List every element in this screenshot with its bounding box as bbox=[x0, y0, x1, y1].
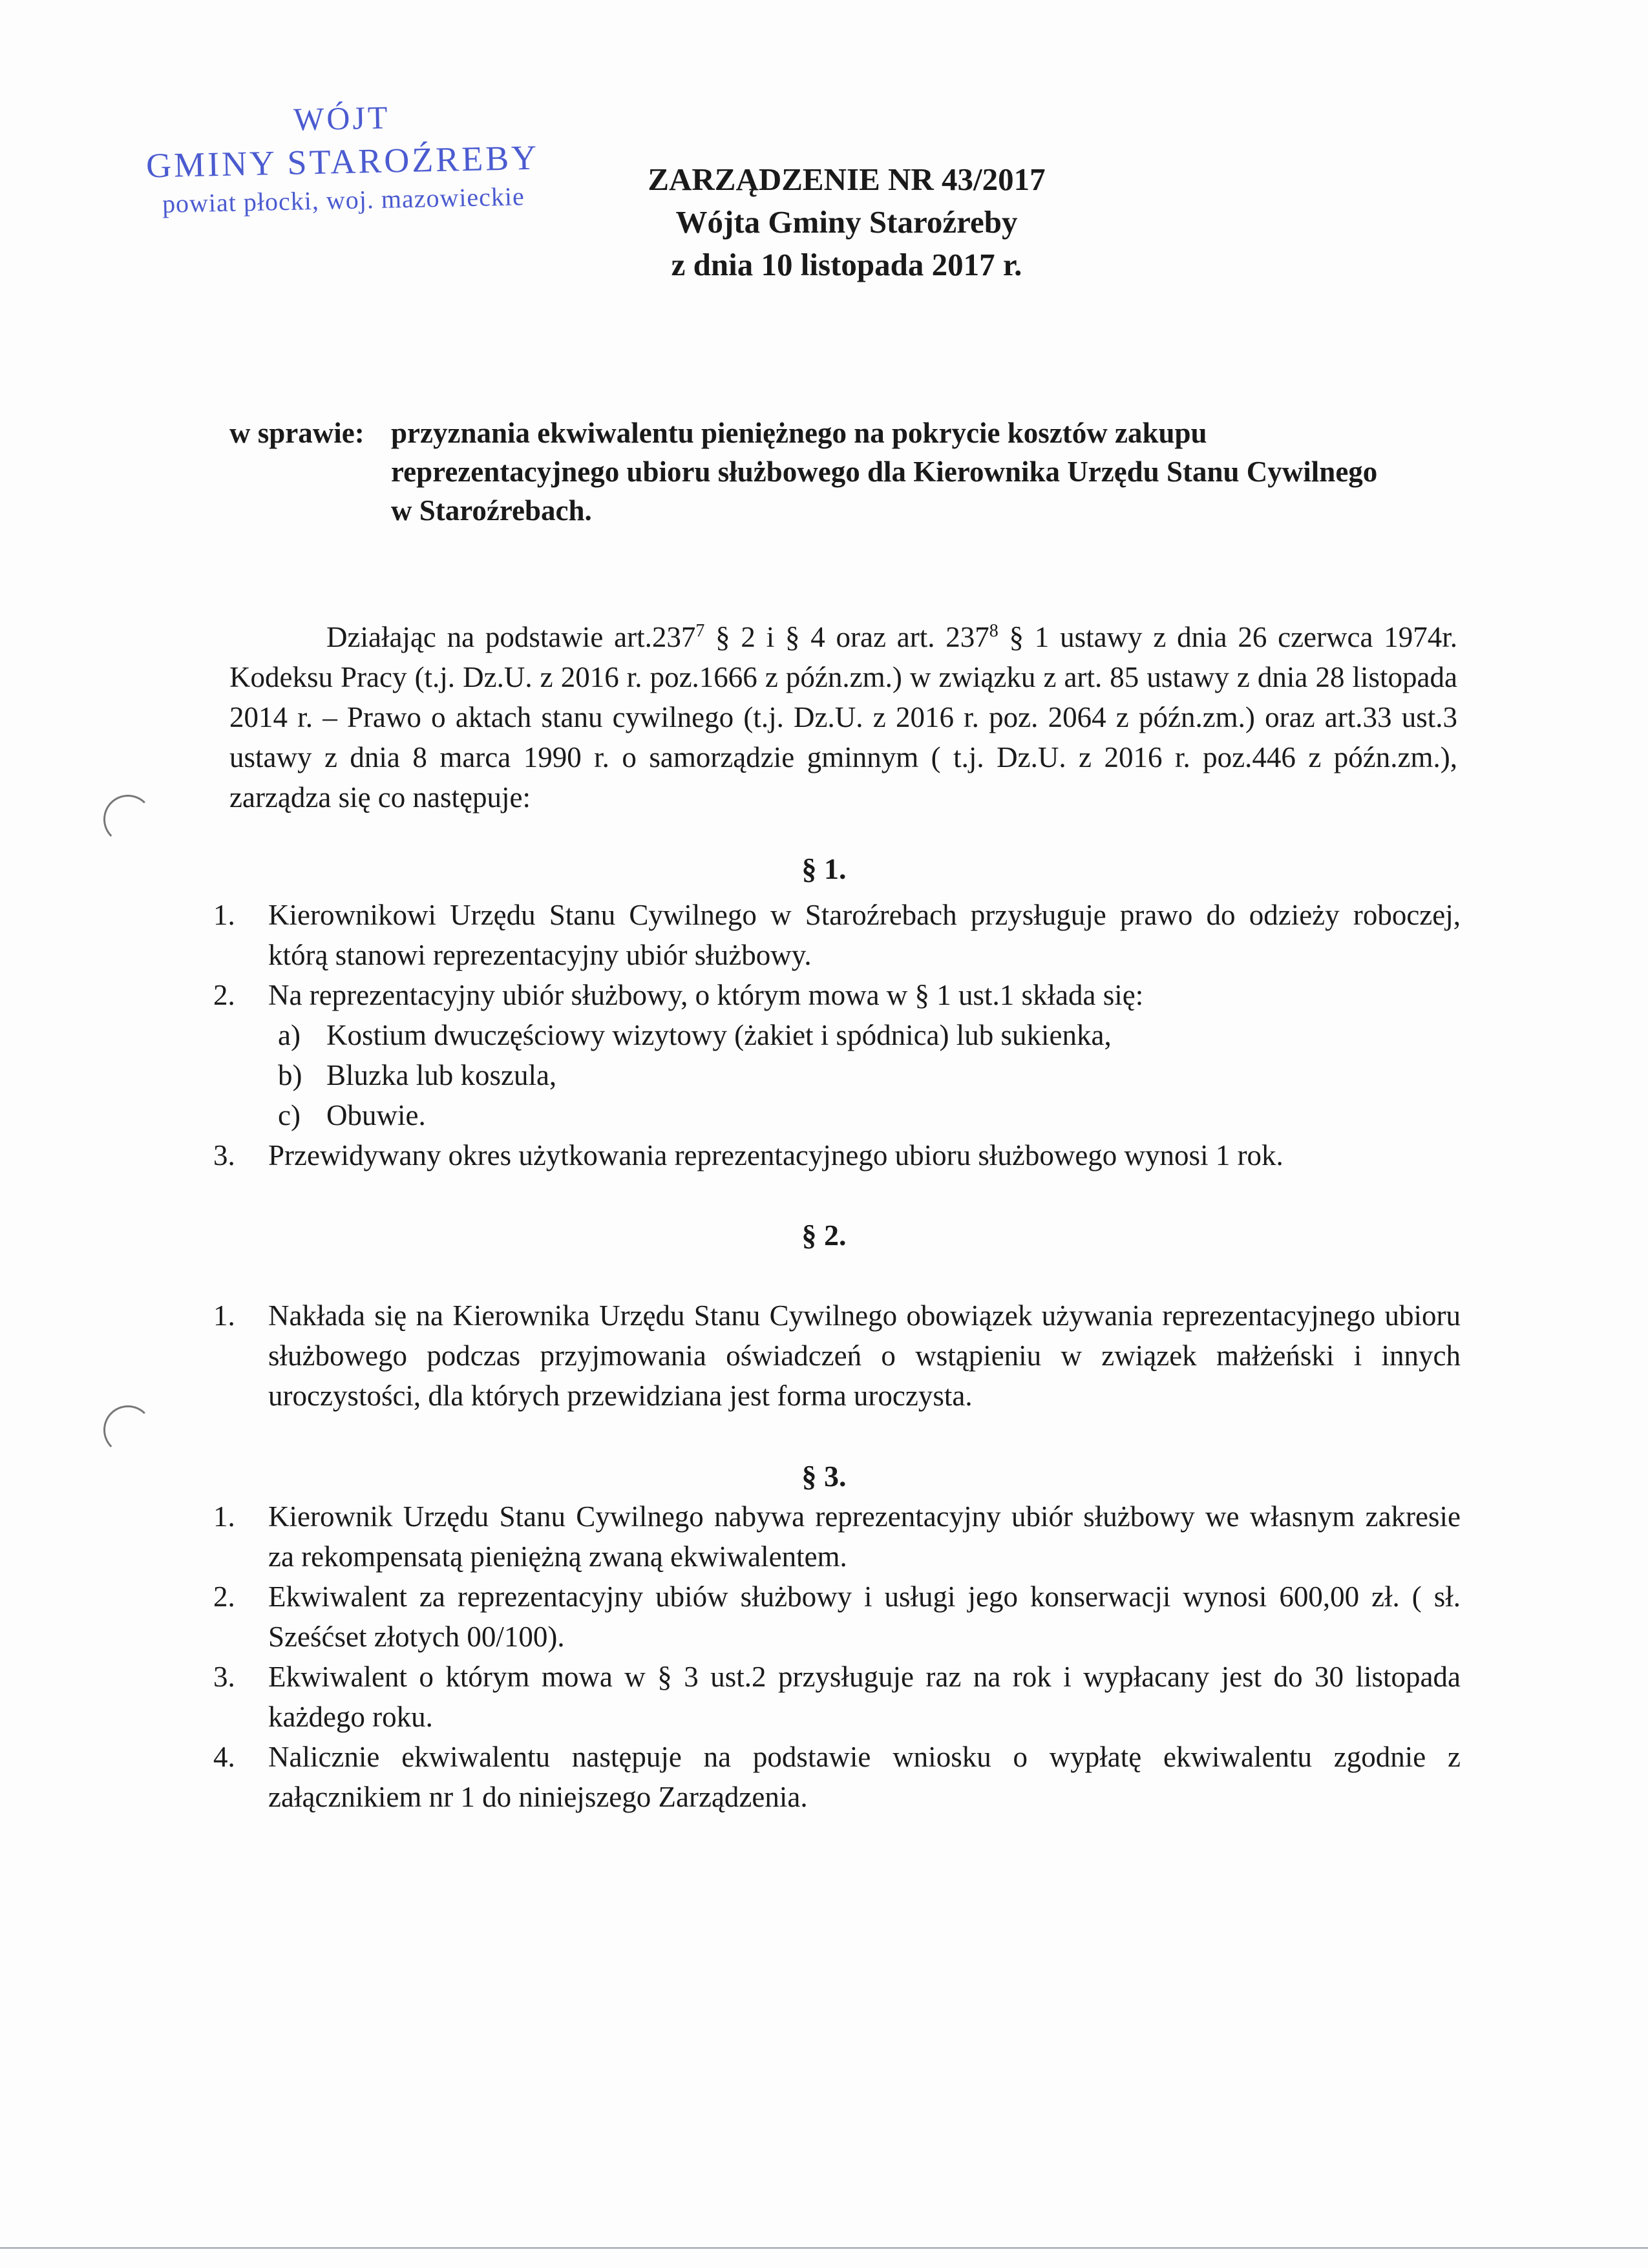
stamp-line-3: powiat płocki, woj. mazowieckie bbox=[162, 182, 525, 218]
document-date: z dnia 10 listopada 2017 r. bbox=[671, 247, 1022, 282]
list-item bbox=[194, 1496, 1461, 1577]
sub-item-letter: a) bbox=[278, 1019, 301, 1051]
scan-edge-line bbox=[0, 2247, 1648, 2249]
section-3-title: § 3. bbox=[801, 1460, 847, 1493]
sub-item-letter: b) bbox=[278, 1059, 302, 1091]
item-number: 2. bbox=[213, 979, 235, 1011]
item-number: 3. bbox=[213, 1139, 235, 1171]
item-number: 3. bbox=[213, 1661, 235, 1693]
preamble-text-3: § 1 ustawy z dnia 26 czerwca 1974r. Kodeksu Pracy (t.j. Dz.U. z 2016 r. poz.1666 z późn.zm.) w związku z art. 85 ustawy z dnia 28 listopada 2014 r. – Prawo o aktach stanu cywilnego (t.j. Dz.U. z 2016 r. poz. 2064 z późn.zm.) oraz art.33 ust.3 ustawy z dnia 8 marca 1990 r. o samorządzie gminnym ( t.j. Dz.U. z 2016 r. poz.446 z późn.zm.), zarządza się co następuje: bbox=[229, 621, 1457, 814]
sub-item-text: Obuwie. bbox=[326, 1099, 426, 1131]
section-2-list bbox=[194, 1296, 1461, 1416]
subject-block bbox=[229, 414, 1457, 530]
item-number: 2. bbox=[213, 1580, 235, 1613]
subject-label: w sprawie: bbox=[229, 417, 364, 449]
item-number: 1. bbox=[213, 1299, 235, 1332]
item-text: Kierownikowi Urzędu Stanu Cywilnego w Staroźrebach przysługuje prawo do odzieży roboczej, którą stanowi reprezentacyjny ubiór służbowy. bbox=[268, 899, 1461, 971]
list-item bbox=[194, 1577, 1461, 1657]
list-item bbox=[194, 1135, 1461, 1175]
section-1-list bbox=[194, 895, 1461, 1175]
punch-hole-mark bbox=[103, 1405, 153, 1454]
preamble-text-2: § 2 i § 4 oraz art. 237 bbox=[704, 621, 989, 653]
subject-text: przyznania ekwiwalentu pieniężnego na pokrycie kosztów zakupu reprezentacyjnego ubioru służbowego dla Kierownika Urzędu Stanu Cywilnego w Staroźrebach. bbox=[391, 417, 1378, 527]
list-item bbox=[194, 895, 1461, 975]
item-text: Nakłada się na Kierownika Urzędu Stanu Cywilnego obowiązek używania reprezentacyjnego ubioru służbowego podczas przyjmowania oświadczeń o wstąpieniu w związek małżeński i innych uroczystości, dla których przewidziana jest forma uroczysta. bbox=[268, 1299, 1461, 1412]
document-issuer: Wójta Gminy Staroźreby bbox=[675, 204, 1018, 240]
item-text: Kierownik Urzędu Stanu Cywilnego nabywa reprezentacyjny ubiór służbowy we własnym zakresie za rekompensatą pieniężną zwaną ekwiwalentem. bbox=[268, 1500, 1461, 1573]
sub-list-item bbox=[194, 1015, 1461, 1055]
sub-item-text: Kostium dwuczęściowy wizytowy (żakiet i spódnica) lub sukienka, bbox=[326, 1019, 1112, 1051]
sub-item-text: Bluzka lub koszula, bbox=[326, 1059, 557, 1091]
preamble-superscript-1: 7 bbox=[695, 621, 705, 641]
item-number: 1. bbox=[213, 1500, 235, 1533]
sub-list-item bbox=[194, 1095, 1461, 1135]
official-stamp bbox=[115, 92, 570, 222]
list-item bbox=[194, 1657, 1461, 1737]
list-item bbox=[194, 1296, 1461, 1416]
item-text: Na reprezentacyjny ubiór służbowy, o którym mowa w § 1 ust.1 składa się: bbox=[268, 979, 1144, 1011]
item-text: Ekwiwalent za reprezentacyjny ubiów służbowy i usługi jego konserwacji wynosi 600,00 zł. ( sł. Sześćset złotych 00/100). bbox=[268, 1580, 1461, 1653]
item-number: 1. bbox=[213, 899, 235, 931]
section-1-title: § 1. bbox=[801, 852, 847, 885]
item-text: Przewidywany okres użytkowania reprezentacyjnego ubioru służbowego wynosi 1 rok. bbox=[268, 1139, 1284, 1171]
section-3-list bbox=[194, 1496, 1461, 1817]
document-title: ZARZĄDZENIE NR 43/2017 bbox=[648, 162, 1046, 197]
stamp-line-1: WÓJT bbox=[293, 99, 390, 138]
stamp-line-2: GMINY STAROŹREBY bbox=[145, 138, 540, 185]
document-header bbox=[582, 158, 1112, 286]
preamble-superscript-2: 8 bbox=[989, 621, 998, 641]
list-item bbox=[194, 1737, 1461, 1817]
item-text: Nalicznie ekwiwalentu następuje na podstawie wniosku o wypłatę ekwiwalentu zgodnie z załącznikiem nr 1 do niniejszego Zarządzenia. bbox=[268, 1741, 1461, 1813]
preamble-text-1: Działając na podstawie art.237 bbox=[326, 621, 696, 653]
list-item bbox=[194, 975, 1461, 1015]
sub-item-letter: c) bbox=[278, 1099, 301, 1131]
section-2-title: § 2. bbox=[801, 1219, 847, 1252]
item-text: Ekwiwalent o którym mowa w § 3 ust.2 przysługuje raz na rok i wypłacany jest do 30 listopada każdego roku. bbox=[268, 1661, 1461, 1733]
preamble-paragraph bbox=[229, 617, 1457, 817]
punch-hole-mark bbox=[103, 795, 153, 844]
sub-list-item bbox=[194, 1055, 1461, 1095]
item-number: 4. bbox=[213, 1741, 235, 1773]
